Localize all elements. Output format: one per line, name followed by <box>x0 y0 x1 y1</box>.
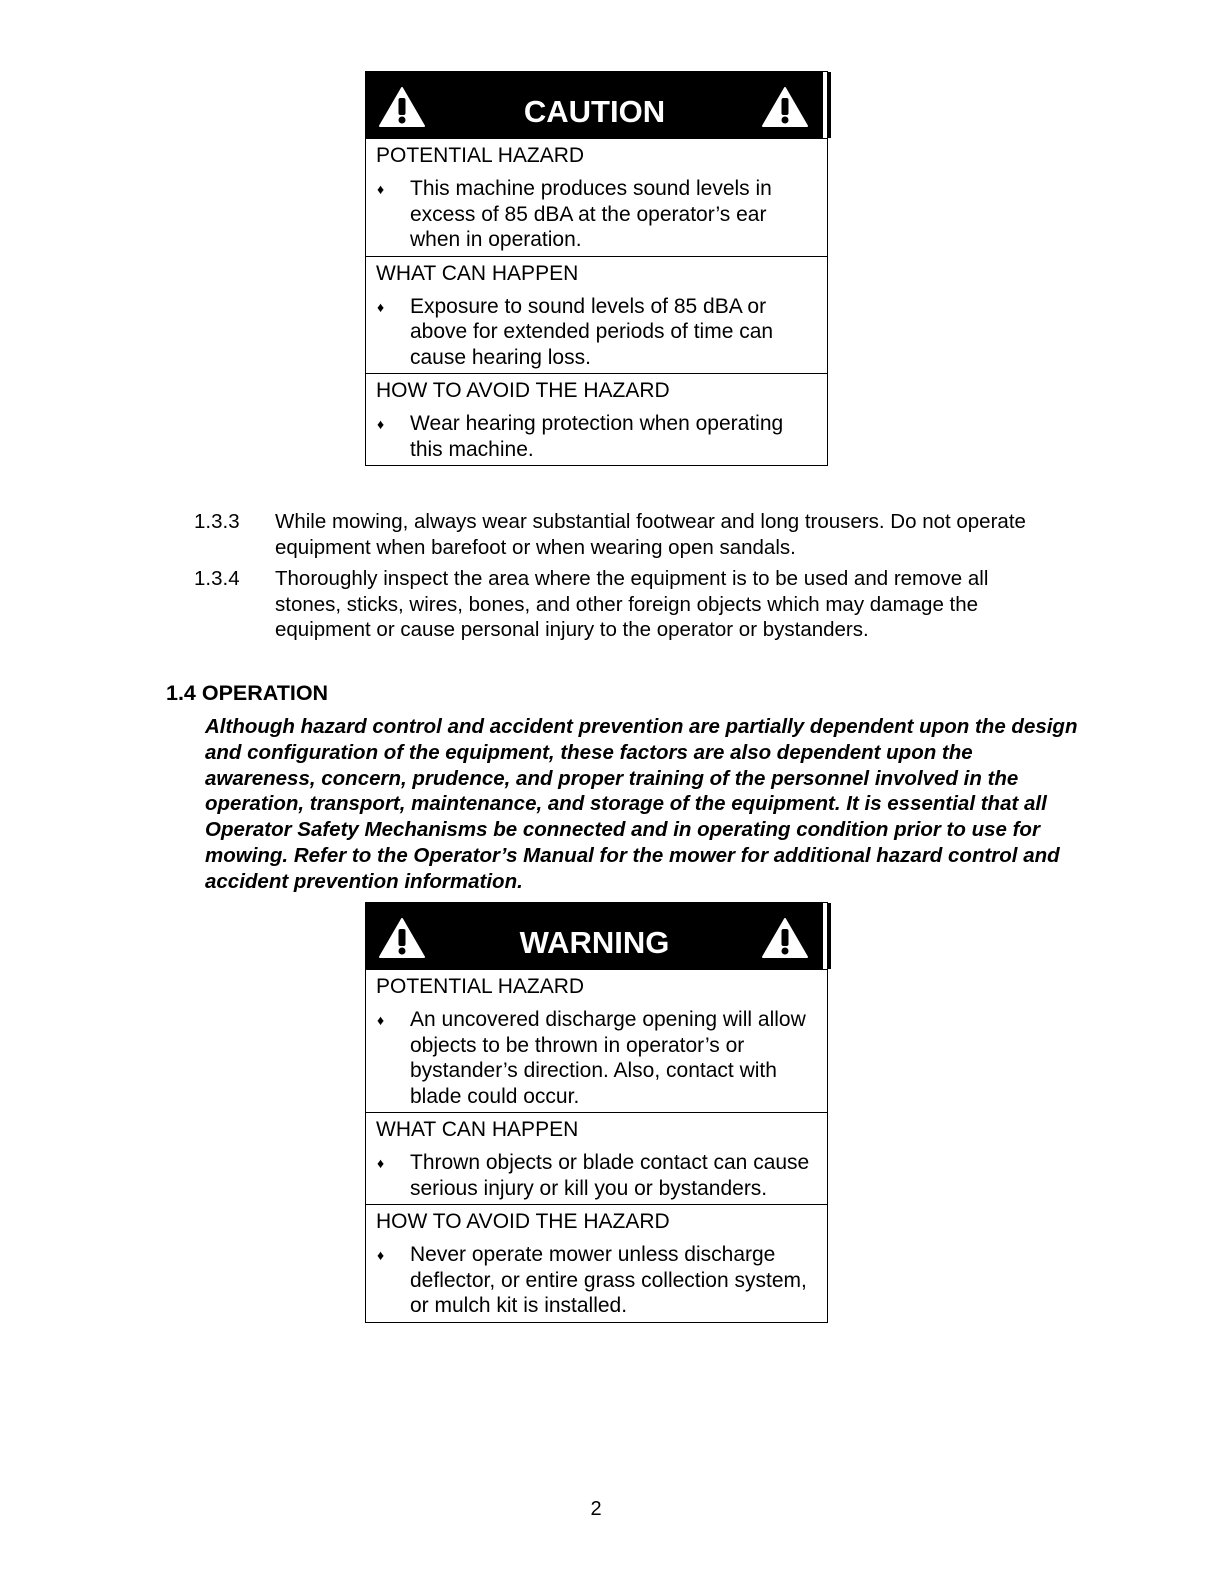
section-label: WHAT CAN HAPPEN <box>376 1118 579 1141</box>
section-title: 1.4 OPERATION <box>166 681 329 705</box>
hazard-item <box>376 1242 817 1319</box>
bullet-icon: ♦ <box>377 1012 385 1028</box>
section-label: HOW TO AVOID THE HAZARD <box>376 379 670 402</box>
item-text: Thoroughly inspect the area where the equipment is to be used and remove all stones, sticks, wires, bones, and other foreign objects which may damage the equipment or cause personal injury to the operator or bystanders. <box>275 567 989 641</box>
list-item <box>194 509 1054 560</box>
hazard-text: An uncovered discharge opening will allow objects to be thrown in operator’s or bystander’s direction. Also, contact with blade could occur. <box>410 1008 806 1108</box>
hazard-text: Exposure to sound levels of 85 dBA or above for extended periods of time can cause hearing loss. <box>410 294 774 369</box>
section-label: POTENTIAL HAZARD <box>376 144 585 167</box>
warning-triangle-icon <box>761 86 809 128</box>
caution-header <box>366 72 827 138</box>
caution-what-can-happen <box>366 256 827 374</box>
bullet-icon: ♦ <box>377 298 385 315</box>
warning-triangle-icon <box>761 917 809 959</box>
hazard-text: Thrown objects or blade contact can cause serious injury or kill you or bystanders. <box>410 1151 810 1200</box>
hazard-item <box>376 1150 817 1201</box>
warning-what-can-happen <box>366 1112 827 1204</box>
hazard-text: Never operate mower unless discharge deflector, or entire grass collection system, or mulch kit is installed. <box>410 1243 807 1317</box>
bullet-icon: ♦ <box>377 1247 385 1263</box>
caution-potential-hazard <box>366 138 827 256</box>
hazard-text: Wear hearing protection when operating this machine. <box>410 412 784 461</box>
section-body: Although hazard control and accident prevention are partially dependent upon the design and configuration of the equipment, these factors are also dependent upon the awareness, concern, prudence, and proper training of the personnel involved in the operation, transport, maintenance, and storage of the equipment. It is essential that all Operator Safety Mechanisms be connected and in operating condition prior to use for mowing. Refer to the Operator’s Manual for the mower for additional hazard control and accident prevention information. <box>205 715 1078 893</box>
caution-how-to-avoid <box>366 373 827 465</box>
bullet-icon: ♦ <box>377 181 385 197</box>
warning-sign <box>365 902 828 1323</box>
warning-header <box>366 903 827 969</box>
hazard-text: This machine produces sound levels in excess of 85 dBA at the operator’s ear when in operation. <box>410 177 772 251</box>
hazard-item <box>376 176 817 253</box>
item-number: 1.3.3 <box>194 510 240 533</box>
list-item <box>194 566 1054 643</box>
page-number: 2 <box>590 1498 602 1520</box>
warning-how-to-avoid <box>366 1204 827 1322</box>
section-label: POTENTIAL HAZARD <box>376 975 585 998</box>
hazard-item <box>376 294 817 371</box>
caution-sign <box>365 71 828 466</box>
bullet-icon: ♦ <box>377 1155 385 1171</box>
hazard-item <box>376 1007 817 1109</box>
section-label: WHAT CAN HAPPEN <box>376 261 579 285</box>
item-text: While mowing, always wear substantial footwear and long trousers. Do not operate equipment when barefoot or when wearing open sandals. <box>275 510 1026 559</box>
warning-title: WARNING <box>519 925 670 960</box>
hazard-item <box>376 411 817 462</box>
item-number: 1.3.4 <box>194 567 240 590</box>
section-label: HOW TO AVOID THE HAZARD <box>376 1210 670 1233</box>
caution-title: CAUTION <box>523 94 666 129</box>
bullet-icon: ♦ <box>377 416 385 432</box>
warning-potential-hazard <box>366 969 827 1112</box>
